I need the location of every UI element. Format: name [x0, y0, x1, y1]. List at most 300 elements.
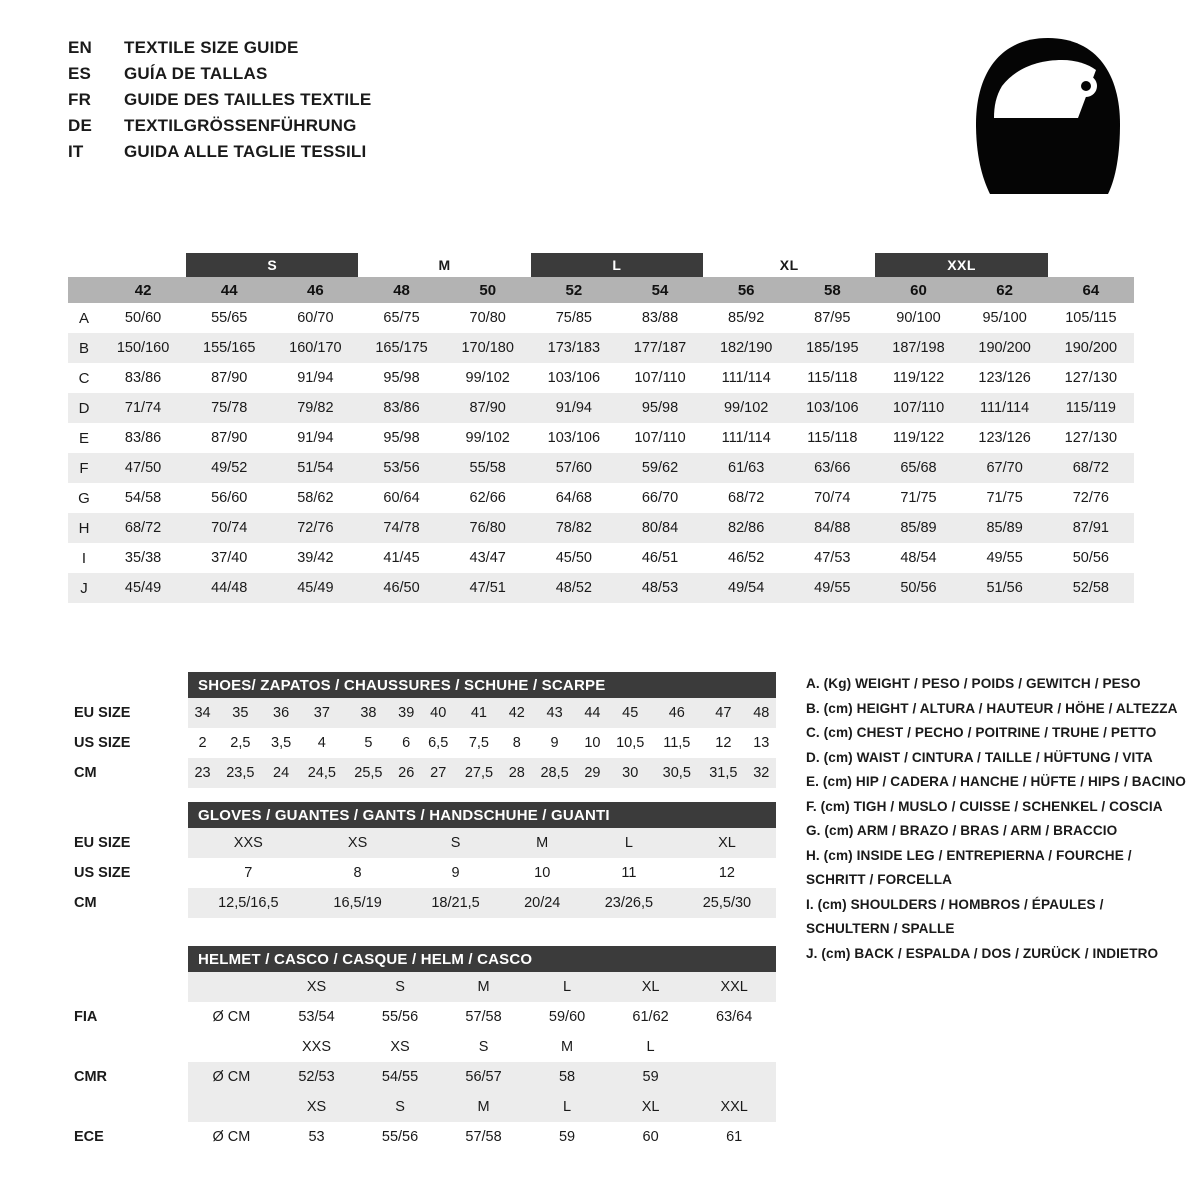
- measure-cell: 87/90: [186, 363, 272, 393]
- shoes-cell: 35: [217, 698, 264, 728]
- title-row-en: [68, 38, 371, 64]
- measure-cell: 160/170: [272, 333, 358, 363]
- measure-cell: 49/55: [962, 543, 1048, 573]
- measure-cell: 87/90: [186, 423, 272, 453]
- measure-cell: 71/75: [875, 483, 961, 513]
- helmet-value-cell: 61/62: [609, 1002, 693, 1032]
- shoes-cell: 36: [264, 698, 299, 728]
- shoes-cell: 10: [578, 728, 607, 758]
- gloves-cell: XXS: [188, 828, 309, 858]
- size-band-cell: XL: [703, 253, 875, 277]
- helmet-size-cell: M: [442, 972, 526, 1002]
- size-number-cell: 42: [100, 277, 186, 303]
- measure-cell: 187/198: [875, 333, 961, 363]
- measure-cell: 107/110: [617, 363, 703, 393]
- measure-cell: 48/54: [875, 543, 961, 573]
- shoes-cell: 27: [421, 758, 456, 788]
- measure-cell: 173/183: [531, 333, 617, 363]
- helmet-size-cell: M: [525, 1032, 609, 1062]
- shoes-cell: 11,5: [654, 728, 701, 758]
- shoes-cell: 5: [345, 728, 392, 758]
- helmet-standard-label: FIA: [68, 1002, 188, 1032]
- size-number-cell: 58: [789, 277, 875, 303]
- shoes-row-label: US SIZE: [68, 728, 188, 758]
- measure-cell: 103/106: [789, 393, 875, 423]
- measure-cell: 53/56: [358, 453, 444, 483]
- shoes-cell: 13: [747, 728, 776, 758]
- measure-cell: 83/86: [100, 423, 186, 453]
- table-row: [68, 363, 1134, 393]
- gloves-cell: M: [505, 828, 580, 858]
- helmet-value-cell: 59: [525, 1122, 609, 1152]
- legend-list: [806, 672, 1186, 966]
- shoes-cell: 2: [188, 728, 217, 758]
- measure-row-label: A: [68, 303, 100, 333]
- measure-cell: 95/98: [358, 363, 444, 393]
- measure-row-label: G: [68, 483, 100, 513]
- title-lang-fr: FR: [68, 90, 92, 109]
- helmet-table: [68, 946, 776, 1152]
- measure-row-label: C: [68, 363, 100, 393]
- helmet-size-cell: L: [525, 972, 609, 1002]
- size-band-cell: M: [358, 253, 530, 277]
- helmet-size-cell: [692, 1032, 776, 1062]
- legend-item-e: E. (cm) HIP / CADERA / HANCHE / HÜFTE / HIPS / BACINO: [806, 774, 1186, 789]
- measure-cell: 64/68: [531, 483, 617, 513]
- helmet-standard-label: CMR: [68, 1062, 188, 1092]
- gloves-row-label: CM: [68, 888, 188, 918]
- title-text-en: TEXTILE SIZE GUIDE: [124, 38, 299, 57]
- measure-cell: 49/52: [186, 453, 272, 483]
- size-band-cell: S: [186, 253, 358, 277]
- measure-cell: 182/190: [703, 333, 789, 363]
- helmet-unit-cell: Ø CM: [188, 1062, 275, 1092]
- helmet-size-cell: S: [442, 1032, 526, 1062]
- size-band-cell: [100, 253, 186, 277]
- helmet-value-cell: [692, 1062, 776, 1092]
- size-band-cell: [1048, 253, 1134, 277]
- measure-cell: 63/66: [789, 453, 875, 483]
- measure-cell: 82/86: [703, 513, 789, 543]
- measure-cell: 165/175: [358, 333, 444, 363]
- measure-cell: 60/70: [272, 303, 358, 333]
- measure-cell: 75/78: [186, 393, 272, 423]
- measure-cell: 80/84: [617, 513, 703, 543]
- shoes-cell: 46: [654, 698, 701, 728]
- helmet-size-cell: XS: [275, 972, 359, 1002]
- shoes-cell: 37: [299, 698, 346, 728]
- gloves-table: [68, 802, 776, 918]
- measure-cell: 95/98: [358, 423, 444, 453]
- size-number-cell: 54: [617, 277, 703, 303]
- table-row: [68, 888, 776, 918]
- measure-cell: 70/74: [789, 483, 875, 513]
- measure-cell: 45/49: [100, 573, 186, 603]
- measure-cell: 41/45: [358, 543, 444, 573]
- measure-cell: 99/102: [445, 363, 531, 393]
- helmet-size-cell: L: [525, 1092, 609, 1122]
- measure-cell: 55/58: [445, 453, 531, 483]
- measure-cell: 115/119: [1048, 393, 1134, 423]
- helmet-size-cell: M: [442, 1092, 526, 1122]
- gloves-cell: 10: [505, 858, 580, 888]
- size-band-cell: L: [531, 253, 703, 277]
- measure-cell: 65/68: [875, 453, 961, 483]
- shoes-cell: 9: [531, 728, 578, 758]
- helmet-value-cell: 54/55: [358, 1062, 442, 1092]
- helmet-value-cell: 55/56: [358, 1002, 442, 1032]
- measure-cell: 47/51: [445, 573, 531, 603]
- helmet-unit-cell: Ø CM: [188, 1122, 275, 1152]
- shoes-cell: 24: [264, 758, 299, 788]
- title-text-it: GUIDA ALLE TAGLIE TESSILI: [124, 142, 367, 161]
- helmet-value-cell: 55/56: [358, 1122, 442, 1152]
- shoes-cell: 26: [392, 758, 421, 788]
- measure-row-label: E: [68, 423, 100, 453]
- size-number-cell: 44: [186, 277, 272, 303]
- table-row: [68, 1062, 776, 1092]
- measure-cell: 50/56: [875, 573, 961, 603]
- legend-item-a: A. (Kg) WEIGHT / PESO / POIDS / GEWITCH / PESO: [806, 676, 1141, 691]
- table-row: [68, 333, 1134, 363]
- measure-cell: 85/89: [875, 513, 961, 543]
- size-band-cell: XXL: [875, 253, 1047, 277]
- measure-row-label: H: [68, 513, 100, 543]
- legend-item-j: J. (cm) BACK / ESPALDA / DOS / ZURÜCK / INDIETRO: [806, 945, 1159, 961]
- gloves-cell: 11: [580, 858, 678, 888]
- shoes-cell: 38: [345, 698, 392, 728]
- measure-cell: 35/38: [100, 543, 186, 573]
- shoes-cell: 31,5: [700, 758, 747, 788]
- measure-cell: 45/49: [272, 573, 358, 603]
- gloves-section: [68, 802, 776, 918]
- legend-item-c: C. (cm) CHEST / PECHO / POITRINE / TRUHE / PETTO: [806, 725, 1157, 740]
- measure-row-label: I: [68, 543, 100, 573]
- measure-cell: 99/102: [703, 393, 789, 423]
- size-number-header-row: [68, 277, 1134, 303]
- legend-item-g: G. (cm) ARM / BRAZO / BRAS / ARM / BRACCIO: [806, 823, 1118, 838]
- helmet-size-cell: S: [358, 972, 442, 1002]
- shoes-table: [68, 672, 776, 788]
- measure-cell: 72/76: [1048, 483, 1134, 513]
- measure-cell: 83/88: [617, 303, 703, 333]
- size-band-row: [68, 253, 1134, 277]
- measure-cell: 66/70: [617, 483, 703, 513]
- gloves-cell: XS: [309, 828, 407, 858]
- measure-cell: 71/74: [100, 393, 186, 423]
- measurements-table: [68, 253, 1134, 603]
- title-row-it: [68, 142, 371, 168]
- spacer-cell: [68, 946, 188, 972]
- shoes-cell: 24,5: [299, 758, 346, 788]
- measure-cell: 56/60: [186, 483, 272, 513]
- measure-cell: 51/56: [962, 573, 1048, 603]
- shoes-cell: 47: [700, 698, 747, 728]
- measure-cell: 49/54: [703, 573, 789, 603]
- measure-cell: 91/94: [272, 363, 358, 393]
- measure-cell: 37/40: [186, 543, 272, 573]
- size-band-cell: [68, 253, 100, 277]
- table-row: [68, 698, 776, 728]
- title-text-fr: GUIDE DES TAILLES TEXTILE: [124, 90, 372, 109]
- measure-cell: 127/130: [1048, 363, 1134, 393]
- title-lang-es: ES: [68, 64, 92, 83]
- measure-cell: 51/54: [272, 453, 358, 483]
- shoes-cell: 45: [607, 698, 654, 728]
- helmet-icon: [958, 32, 1138, 212]
- measure-cell: 54/58: [100, 483, 186, 513]
- measure-cell: 91/94: [531, 393, 617, 423]
- spacer-cell: [188, 1032, 275, 1062]
- measure-cell: 75/85: [531, 303, 617, 333]
- shoes-cell: 7,5: [456, 728, 503, 758]
- measure-cell: 68/72: [100, 513, 186, 543]
- title-lang-it: IT: [68, 142, 84, 161]
- measure-cell: 87/91: [1048, 513, 1134, 543]
- helmet-value-cell: 53: [275, 1122, 359, 1152]
- spacer-cell: [68, 672, 188, 698]
- helmet-size-cell: XXS: [275, 1032, 359, 1062]
- table-row: [68, 758, 776, 788]
- title-block: [68, 38, 371, 168]
- size-number-cell: 64: [1048, 277, 1134, 303]
- legend-item-h-cont: SCHRITT / FORCELLA: [806, 872, 953, 887]
- shoes-cell: 6: [392, 728, 421, 758]
- spacer-cell: [68, 802, 188, 828]
- measure-cell: 62/66: [445, 483, 531, 513]
- measure-cell: 90/100: [875, 303, 961, 333]
- legend-item-b: B. (cm) HEIGHT / ALTURA / HAUTEUR / HÖHE / ALTEZZA: [806, 700, 1178, 716]
- size-number-cell: 48: [358, 277, 444, 303]
- measure-cell: 76/80: [445, 513, 531, 543]
- measure-cell: 47/53: [789, 543, 875, 573]
- measure-cell: 170/180: [445, 333, 531, 363]
- helmet-value-cell: 63/64: [692, 1002, 776, 1032]
- table-row: [68, 573, 1134, 603]
- measure-cell: 47/50: [100, 453, 186, 483]
- legend-item-d: D. (cm) WAIST / CINTURA / TAILLE / HÜFTUNG / VITA: [806, 749, 1153, 765]
- measure-cell: 46/52: [703, 543, 789, 573]
- measure-cell: 78/82: [531, 513, 617, 543]
- measure-cell: 45/50: [531, 543, 617, 573]
- shoes-cell: 48: [747, 698, 776, 728]
- gloves-cell: 16,5/19: [309, 888, 407, 918]
- spacer-cell: [68, 1032, 188, 1062]
- shoes-cell: 42: [502, 698, 531, 728]
- shoes-cell: 6,5: [421, 728, 456, 758]
- measure-cell: 95/98: [617, 393, 703, 423]
- helmet-size-cell: XL: [609, 972, 693, 1002]
- spacer-cell: [188, 972, 275, 1002]
- measure-cell: 70/74: [186, 513, 272, 543]
- measure-cell: 111/114: [703, 363, 789, 393]
- measure-cell: 107/110: [875, 393, 961, 423]
- legend-item-i: I. (cm) SHOULDERS / HOMBROS / ÉPAULES /: [806, 896, 1104, 912]
- legend-item-h: H. (cm) INSIDE LEG / ENTREPIERNA / FOURCHE /: [806, 847, 1132, 863]
- shoes-cell: 4: [299, 728, 346, 758]
- spacer-cell: [188, 1092, 275, 1122]
- shoes-heading: SHOES/ ZAPATOS / CHAUSSURES / SCHUHE / SCARPE: [188, 672, 776, 698]
- title-row-es: [68, 64, 371, 90]
- gloves-cell: XL: [678, 828, 776, 858]
- measure-row-label: J: [68, 573, 100, 603]
- title-lang-en: EN: [68, 38, 93, 57]
- measure-cell: 190/200: [1048, 333, 1134, 363]
- measure-row-label: F: [68, 453, 100, 483]
- measure-cell: 72/76: [272, 513, 358, 543]
- table-row: [68, 423, 1134, 453]
- gloves-cell: 20/24: [505, 888, 580, 918]
- spacer-cell: [68, 1092, 188, 1122]
- shoes-cell: 30,5: [654, 758, 701, 788]
- shoes-heading-row: [68, 672, 776, 698]
- measure-cell: 111/114: [962, 393, 1048, 423]
- measure-cell: 85/89: [962, 513, 1048, 543]
- title-text-es: GUÍA DE TALLAS: [124, 64, 268, 83]
- measure-cell: 43/47: [445, 543, 531, 573]
- title-row-de: [68, 116, 371, 142]
- measure-cell: 155/165: [186, 333, 272, 363]
- measure-cell: 119/122: [875, 423, 961, 453]
- size-number-cell: 50: [445, 277, 531, 303]
- measure-cell: 177/187: [617, 333, 703, 363]
- measure-cell: 185/195: [789, 333, 875, 363]
- helmet-size-row: [68, 972, 776, 1002]
- table-row: [68, 1002, 776, 1032]
- shoes-cell: 44: [578, 698, 607, 728]
- gloves-cell: 12,5/16,5: [188, 888, 309, 918]
- shoes-cell: 3,5: [264, 728, 299, 758]
- measure-row-label: B: [68, 333, 100, 363]
- legend-item-f: F. (cm) TIGH / MUSLO / CUISSE / SCHENKEL / COSCIA: [806, 798, 1163, 814]
- helmet-size-row: [68, 1032, 776, 1062]
- shoes-cell: 41: [456, 698, 503, 728]
- helmet-value-cell: 58: [525, 1062, 609, 1092]
- measure-cell: 46/50: [358, 573, 444, 603]
- size-number-cell: 60: [875, 277, 961, 303]
- measure-cell: 46/51: [617, 543, 703, 573]
- gloves-row-label: EU SIZE: [68, 828, 188, 858]
- shoes-cell: 32: [747, 758, 776, 788]
- size-number-cell: 56: [703, 277, 789, 303]
- header-corner-cell: [68, 277, 100, 303]
- measure-cell: 57/60: [531, 453, 617, 483]
- shoes-cell: 28,5: [531, 758, 578, 788]
- measure-cell: 83/86: [100, 363, 186, 393]
- measure-row-label: D: [68, 393, 100, 423]
- table-row: [68, 728, 776, 758]
- measure-cell: 55/65: [186, 303, 272, 333]
- measure-cell: 68/72: [703, 483, 789, 513]
- shoes-cell: 2,5: [217, 728, 264, 758]
- gloves-cell: S: [407, 828, 505, 858]
- shoes-cell: 43: [531, 698, 578, 728]
- measure-cell: 50/60: [100, 303, 186, 333]
- shoes-cell: 34: [188, 698, 217, 728]
- table-row: [68, 858, 776, 888]
- helmet-unit-cell: Ø CM: [188, 1002, 275, 1032]
- helmet-size-cell: XS: [275, 1092, 359, 1122]
- helmet-value-cell: 57/58: [442, 1002, 526, 1032]
- title-text-de: TEXTILGRÖSSENFÜHRUNG: [124, 116, 357, 135]
- table-row: [68, 1122, 776, 1152]
- measure-cell: 190/200: [962, 333, 1048, 363]
- measure-cell: 107/110: [617, 423, 703, 453]
- measure-cell: 67/70: [962, 453, 1048, 483]
- title-lang-de: DE: [68, 116, 93, 135]
- measure-cell: 103/106: [531, 423, 617, 453]
- gloves-heading-row: [68, 802, 776, 828]
- measure-cell: 60/64: [358, 483, 444, 513]
- measure-cell: 48/52: [531, 573, 617, 603]
- gloves-cell: 25,5/30: [678, 888, 776, 918]
- shoes-row-label: CM: [68, 758, 188, 788]
- helmet-size-cell: XXL: [692, 972, 776, 1002]
- size-number-cell: 52: [531, 277, 617, 303]
- table-row: [68, 513, 1134, 543]
- measure-cell: 119/122: [875, 363, 961, 393]
- measure-cell: 115/118: [789, 363, 875, 393]
- measure-cell: 59/62: [617, 453, 703, 483]
- spacer-cell: [68, 972, 188, 1002]
- helmet-value-cell: 53/54: [275, 1002, 359, 1032]
- size-number-cell: 46: [272, 277, 358, 303]
- gloves-cell: 8: [309, 858, 407, 888]
- measure-cell: 79/82: [272, 393, 358, 423]
- helmet-value-cell: 56/57: [442, 1062, 526, 1092]
- helmet-standard-label: ECE: [68, 1122, 188, 1152]
- helmet-value-cell: 59: [609, 1062, 693, 1092]
- shoes-cell: 29: [578, 758, 607, 788]
- helmet-size-row: [68, 1092, 776, 1122]
- gloves-cell: 23/26,5: [580, 888, 678, 918]
- helmet-size-cell: XL: [609, 1092, 693, 1122]
- measure-cell: 39/42: [272, 543, 358, 573]
- helmet-value-cell: 61: [692, 1122, 776, 1152]
- shoes-cell: 8: [502, 728, 531, 758]
- measure-cell: 44/48: [186, 573, 272, 603]
- measure-cell: 71/75: [962, 483, 1048, 513]
- measure-cell: 50/56: [1048, 543, 1134, 573]
- measure-cell: 52/58: [1048, 573, 1134, 603]
- shoes-cell: 27,5: [456, 758, 503, 788]
- measure-cell: 83/86: [358, 393, 444, 423]
- shoes-cell: 39: [392, 698, 421, 728]
- gloves-cell: L: [580, 828, 678, 858]
- helmet-size-cell: XS: [358, 1032, 442, 1062]
- helmet-value-cell: 60: [609, 1122, 693, 1152]
- measure-cell: 91/94: [272, 423, 358, 453]
- shoes-cell: 12: [700, 728, 747, 758]
- gloves-cell: 12: [678, 858, 776, 888]
- gloves-cell: 7: [188, 858, 309, 888]
- measure-cell: 99/102: [445, 423, 531, 453]
- measure-cell: 85/92: [703, 303, 789, 333]
- measure-cell: 70/80: [445, 303, 531, 333]
- table-row: [68, 393, 1134, 423]
- measure-cell: 111/114: [703, 423, 789, 453]
- helmet-value-cell: 52/53: [275, 1062, 359, 1092]
- measure-cell: 58/62: [272, 483, 358, 513]
- table-row: [68, 483, 1134, 513]
- table-row: [68, 828, 776, 858]
- shoes-cell: 28: [502, 758, 531, 788]
- measure-cell: 115/118: [789, 423, 875, 453]
- helmet-value-cell: 59/60: [525, 1002, 609, 1032]
- table-row: [68, 453, 1134, 483]
- shoes-cell: 25,5: [345, 758, 392, 788]
- gloves-cell: 18/21,5: [407, 888, 505, 918]
